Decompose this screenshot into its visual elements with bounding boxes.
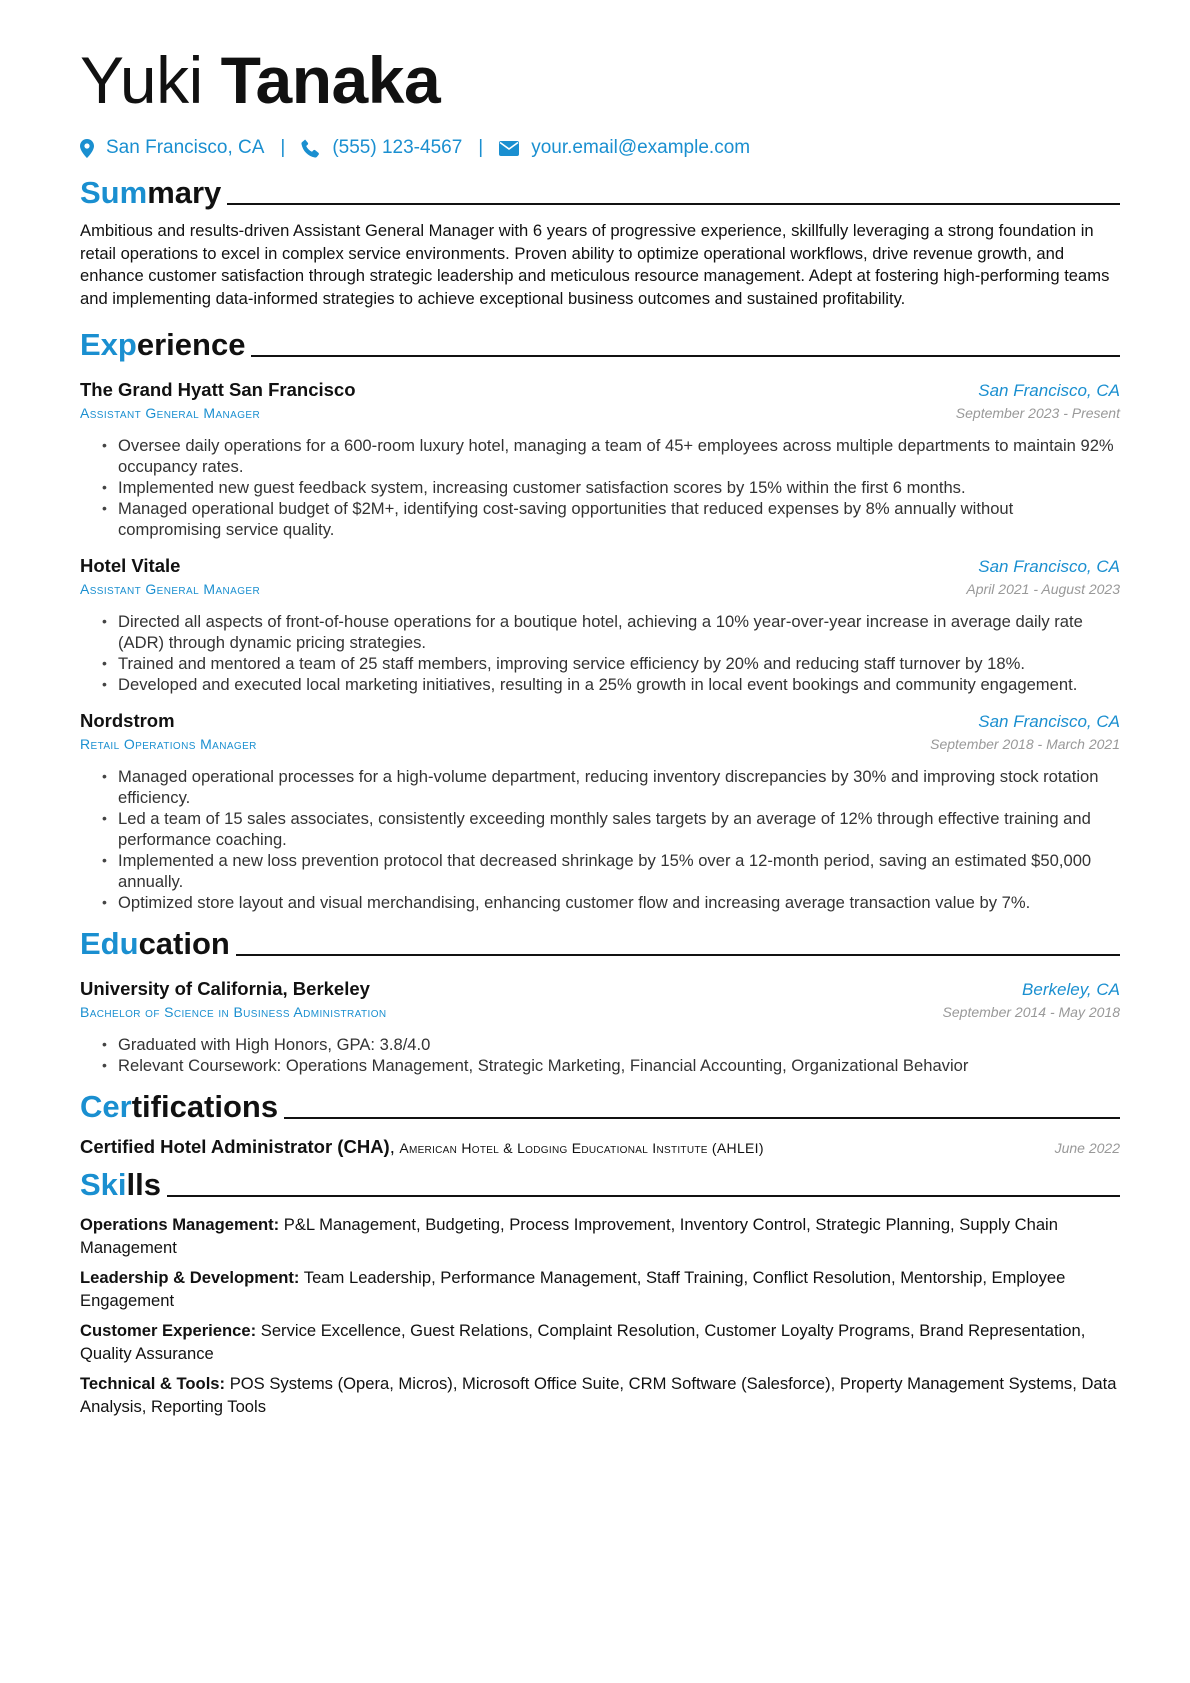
employer-name: The Grand Hyatt San Francisco [80, 379, 356, 400]
list-item: • Optimized store layout and visual merchandising, enhancing customer flow and increasing average transaction value by 7%. [118, 892, 1120, 913]
first-name: Yuki [80, 43, 203, 117]
skill-category: Technical & Tools: [80, 1374, 226, 1393]
education-dates: September 2014 - May 2018 [942, 1004, 1120, 1020]
experience-entry [80, 554, 1120, 695]
section-rule [236, 954, 1120, 956]
section-rule [167, 1195, 1120, 1197]
certification-entry [80, 1136, 1120, 1158]
skill-items: Service Excellence, Guest Relations, Complaint Resolution, Customer Loyalty Programs, Brand Representation, Quality Assurance [80, 1321, 1086, 1363]
list-item: • Graduated with High Honors, GPA: 3.8/4.0 [118, 1034, 1120, 1055]
job-location: San Francisco, CA [978, 557, 1120, 576]
school-location: Berkeley, CA [1022, 980, 1120, 999]
experience-entry [80, 378, 1120, 540]
skill-items: POS Systems (Opera, Micros), Microsoft Office Suite, CRM Software (Salesforce), Property Management Systems, Data Analysis, Reporting Tools [80, 1374, 1117, 1416]
achievement-list [80, 611, 1120, 695]
contact-bar [80, 134, 1120, 162]
skill-category: Customer Experience: [80, 1321, 257, 1340]
degree-title: Bachelor of Science in Business Administration [80, 1004, 387, 1020]
contact-location [80, 137, 264, 159]
phone-icon [301, 139, 320, 158]
candidate-name [80, 38, 1120, 122]
section-rule [284, 1117, 1120, 1119]
skill-group [80, 1320, 1120, 1365]
resume-page [80, 38, 1120, 1418]
certification-name: Certified Hotel Administrator (CHA) [80, 1136, 390, 1157]
location-text: San Francisco, CA [106, 137, 265, 158]
job-title: Assistant General Manager [80, 581, 261, 597]
section-education-heading: Education [80, 923, 1120, 963]
section-rule [251, 355, 1120, 357]
phone-text: (555) 123-4567 [332, 137, 463, 158]
skill-group [80, 1214, 1120, 1259]
skill-items: Team Leadership, Performance Management, Staff Training, Conflict Resolution, Mentorship, Employee Engagement [80, 1268, 1066, 1310]
section-skills-heading: Skills [80, 1164, 1120, 1204]
job-dates: September 2018 - March 2021 [930, 736, 1120, 752]
job-location: San Francisco, CA [978, 381, 1120, 400]
certification-date: June 2022 [1054, 1140, 1120, 1156]
education-details-list [80, 1034, 1120, 1076]
list-item: • Developed and executed local marketing initiatives, resulting in a 25% growth in local event bookings and community engagement. [118, 674, 1120, 695]
contact-separator: | [478, 137, 484, 158]
summary-text: Ambitious and results-driven Assistant General Manager with 6 years of progressive experience, skillfully leveraging a strong foundation in retail operations to excel in complex service environments. Proven ability to optimize operational workflows, drive revenue growth, and enhance customer satisfaction through strategic leadership and meticulous resource management. Adept at fostering high-performing teams and implementing data-informed strategies to achieve exceptional business outcomes and sustained profitability. [80, 221, 1110, 308]
envelope-icon [499, 141, 519, 156]
last-name: Tanaka [220, 43, 441, 117]
list-item: • Managed operational budget of $2M+, identifying cost-saving opportunities that reduced expenses by 8% annually without compromising service quality. [118, 498, 1120, 540]
job-location: San Francisco, CA [978, 712, 1120, 731]
contact-phone[interactable] [301, 137, 462, 159]
section-summary-heading: Summary [80, 172, 1120, 212]
job-title: Assistant General Manager [80, 405, 261, 421]
section-experience-heading: Experience [80, 324, 1120, 364]
section-certifications-heading: Certifications [80, 1086, 1120, 1126]
list-item: • Directed all aspects of front-of-house operations for a boutique hotel, achieving a 10% year-over-year increase in average daily rate (ADR) through dynamic pricing strategies. [118, 611, 1120, 653]
certification-issuer: American Hotel & Lodging Educational Institute (AHLEI) [399, 1140, 764, 1156]
employer-name: Hotel Vitale [80, 555, 181, 576]
list-item: • Relevant Coursework: Operations Management, Strategic Marketing, Financial Accounting, Organizational Behavior [118, 1055, 1120, 1076]
list-item: • Trained and mentored a team of 25 staff members, improving service efficiency by 20% and reducing staff turnover by 18%. [118, 653, 1120, 674]
list-item: • Oversee daily operations for a 600-room luxury hotel, managing a team of 45+ employees across multiple departments to maintain 92% occupancy rates. [118, 435, 1120, 477]
list-item: • Managed operational processes for a high-volume department, reducing inventory discrepancies by 30% and improving stock rotation efficiency. [118, 766, 1120, 808]
certification-separator: , [389, 1136, 395, 1157]
achievement-list [80, 766, 1120, 913]
map-pin-icon [80, 139, 94, 158]
list-item: • Led a team of 15 sales associates, consistently exceeding monthly sales targets by an average of 12% through effective training and performance coaching. [118, 808, 1120, 850]
contact-email[interactable] [499, 137, 750, 159]
list-item: • Implemented a new loss prevention protocol that decreased shrinkage by 15% over a 12-month period, saving an estimated $50,000 annually. [118, 850, 1120, 892]
list-item: • Implemented new guest feedback system, increasing customer satisfaction scores by 15% within the first 6 months. [118, 477, 1120, 498]
contact-separator: | [280, 137, 286, 158]
section-rule [227, 203, 1120, 205]
school-name: University of California, Berkeley [80, 978, 370, 999]
job-dates: September 2023 - Present [955, 405, 1120, 421]
skill-group [80, 1373, 1120, 1418]
skill-category: Leadership & Development: [80, 1268, 300, 1287]
employer-name: Nordstrom [80, 710, 175, 731]
skill-items: P&L Management, Budgeting, Process Improvement, Inventory Control, Strategic Planning, Supply Chain Management [80, 1215, 1058, 1257]
job-title: Retail Operations Manager [80, 736, 257, 752]
job-dates: April 2021 - August 2023 [966, 581, 1120, 597]
experience-entry [80, 709, 1120, 913]
skill-category: Operations Management: [80, 1215, 280, 1234]
achievement-list [80, 435, 1120, 540]
skill-group [80, 1267, 1120, 1312]
education-entry [80, 977, 1120, 1076]
email-text: your.email@example.com [531, 137, 751, 158]
